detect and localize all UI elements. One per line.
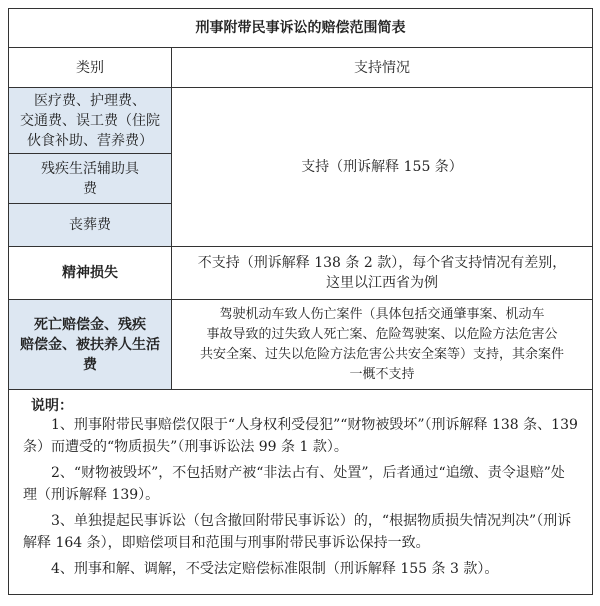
note-item: 3、单独提起民事诉讼（包含撤回附带民事诉讼）的，“根据物质损失情况判决”（刑诉解释 164 条），即赔偿项目和范围与刑事附带民事诉讼保持一致。 <box>23 513 572 551</box>
category-funeral <box>9 204 172 247</box>
compensation-table <box>8 8 593 595</box>
category-death-compensation <box>9 300 172 390</box>
note-item: 1、刑事附带民事赔偿仅限于“人身权利受侵犯”“财物被毁坏”（刑诉解释 138 条、139 条）而遭受的“物质损失”（刑事诉讼法 99 条 1 款）。 <box>23 417 578 455</box>
notes-title: 说明： <box>31 398 73 414</box>
notes-section <box>9 390 593 595</box>
category-line: 精神损失 <box>62 265 118 281</box>
category-line: 丧葬费 <box>69 217 111 233</box>
category-line: 死亡赔偿金、残疾 <box>34 316 146 333</box>
table-title: 刑事附带民事诉讼的赔偿范围简表 <box>9 9 593 48</box>
category-medical <box>9 88 172 154</box>
category-line: 伙食补助、营养费） <box>27 132 153 149</box>
support-mental-damage <box>172 247 593 300</box>
support-death-compensation <box>172 300 593 390</box>
category-line: 医疗费、护理费、 <box>34 92 146 109</box>
note-item: 2、“财物被毁坏”，不包括财产被“非法占有、处置”，后者通过“追缴、责令退赔”处理（刑诉解释 139）。 <box>23 465 565 503</box>
support-line: 这里以江西省为例 <box>326 275 438 291</box>
category-line: 费 <box>83 356 97 373</box>
support-line: 不支持（刑诉解释 138 条 2 款），每个省支持情况有差别， <box>197 255 567 271</box>
category-line: 交通费、误工费（住院 <box>20 112 160 129</box>
category-line: 残疾生活辅助具 <box>41 160 139 177</box>
category-line: 赔偿金、被扶养人生活 <box>20 336 160 353</box>
category-mental-damage <box>9 247 172 300</box>
support-line: 事故导致的过失致人死亡案、危险驾驶案、以危险方法危害公 <box>206 326 558 342</box>
category-line: 费 <box>83 180 97 197</box>
support-merged: 支持（刑诉解释 155 条） <box>172 88 593 247</box>
support-line: 一概不支持 <box>349 366 415 382</box>
category-disability-aids <box>9 154 172 204</box>
support-line: 共安全案、过失以危险方法危害公共安全案等）支持，其余案件 <box>199 346 564 362</box>
header-category: 类别 <box>9 48 172 88</box>
header-support: 支持情况 <box>172 48 593 88</box>
support-line: 驾驶机动车致人伤亡案件（具体包括交通肇事案、机动车 <box>219 306 545 322</box>
note-item: 4、刑事和解、调解，不受法定赔偿标准限制（刑诉解释 155 条 3 款）。 <box>51 561 499 577</box>
